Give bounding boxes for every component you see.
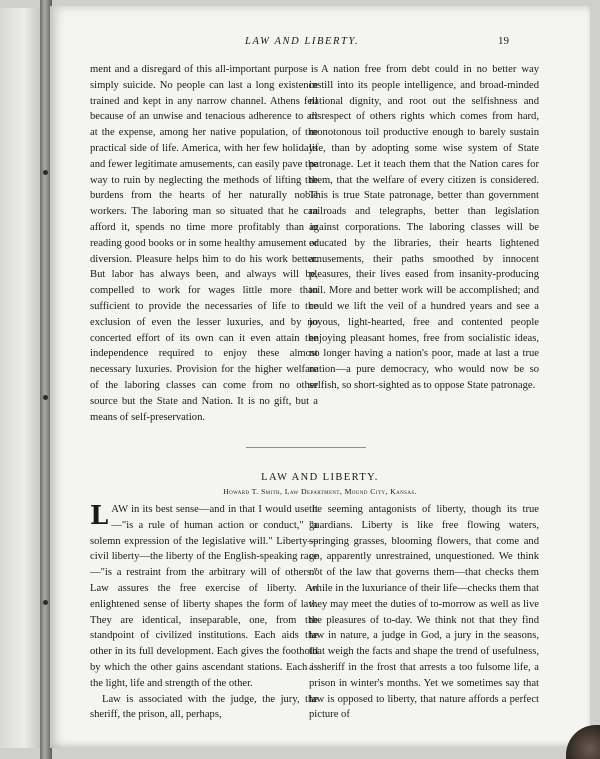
drop-cap: L	[90, 501, 109, 531]
page-number: 19	[498, 35, 509, 47]
column-2	[309, 62, 539, 394]
book-page	[50, 6, 590, 748]
column-1	[90, 62, 318, 425]
paragraph: Law is associated with the judge, the jury, the sheriff, the prison, all, perhaps,	[90, 693, 318, 721]
paragraph: ment and a disregard of this all-important purpose is simply suicide. No people can last a long existence trained and kept in any narrow channel. Athens fell because of an unwise and tenacious adherence to art at the expense, among her native population, of the practical side of life. America, with her few holidays and fewer legitimate amusements, can easily pave the way to ruin by neglecting the methods of lifting the burdens from the hearts of her naturally noble workers. The laboring man so situated that he can afford it, spends no time more profitably than in reading good books or in some healthy amusement or diversion. Pleasure helps him to do his work better. But labor has always been, and always will be, compelled to work for wages little more than sufficient to provide the necessaries of life to the exclusion of even the lesser luxuries, and by no concerted effort of its own can it even attain the independence required to enjoy these almost necessary luxuries. Provision for the higher welfare of the laboring classes can come from no other source but the State and Nation. It is no gift, but a means of self-preservation.	[90, 64, 318, 423]
paragraph: the seeming antagonists of liberty, though its true guardians. Liberty is like free flowing waters, springing grasses, blooming flowers, that come and go, apparently unrestrained, unquestioned. We think not of the law that governs them—that checks them while in the luxuriance of their life—checks them that they may meet the duties of to-morrow as well as live the pleasures of to-day. We think not that they find law in nature, a judge in God, a jury in the seasons, that weigh the facts and shape the trend of usefulness, a sheriff in the frost that arrests a too fulsome life, a prison in winter's months. Yet we sometimes say that law is opposed to liberty, that nature affords a perfect picture of	[309, 504, 539, 721]
paragraph	[90, 502, 318, 692]
running-head: LAW AND LIBERTY.	[245, 36, 360, 47]
binding-stitch	[43, 600, 48, 605]
page-header	[50, 36, 590, 50]
binding-stitch	[43, 170, 48, 175]
column-4	[309, 502, 539, 723]
paragraph: A nation free from debt could in no better way instill into its people intelligence, and broad-minded national dignity, and root out the selfishness and disrespect of others rights which comes from hard, monotonous toil productive enough to barely sustain life, than by adopting some wise system of State patronage. Let it teach them that the Nation cares for them, that the welfare of every citizen is considered. This is true State patronage, better than government railroads and telegraphs, better than legislation against corporations. The laboring classes will be educated by the libraries, their hearts lightened amusements, their paths smoothed by innocent pleasures, their lives eased from insanity-producing toil. More and better work will be accomplished; and could we lift the veil of a hundred years and see a joyous, light-hearted, free and contented people enjoying pleasant homes, free from socialistic ideas, no longer having a nation's poor, made at last a true nation—a pure democracy, who would now be so selfish, so short-sighted as to oppose State patronage.	[309, 64, 539, 391]
article-title: LAW AND LIBERTY.	[261, 472, 379, 483]
article-byline: Howard T. Smith, Law Department, Mound City, Kansas.	[223, 487, 417, 496]
section-divider	[246, 447, 366, 448]
paragraph-text: AW in its best sense—and in that I would use it—"is a rule of human action or conduct," "a solemn expression of the legislative will." Liberty—civil liberty—the liberty of the English-speaking race—"is a restraint from the arbitrary will of others." Law assures the free exercise of liberty. An enlightened sense of liberty shapes the form of law. They are identical, inseparable, one, from the standpoint of civilized institutions. Each aids the other in its full development. Each gives the foothold by which the other gains ascendant stations. Each is the light, life and strength of the other.	[90, 504, 318, 689]
column-3	[90, 502, 318, 723]
binding-stitch	[43, 395, 48, 400]
facing-page-edge	[0, 8, 45, 748]
